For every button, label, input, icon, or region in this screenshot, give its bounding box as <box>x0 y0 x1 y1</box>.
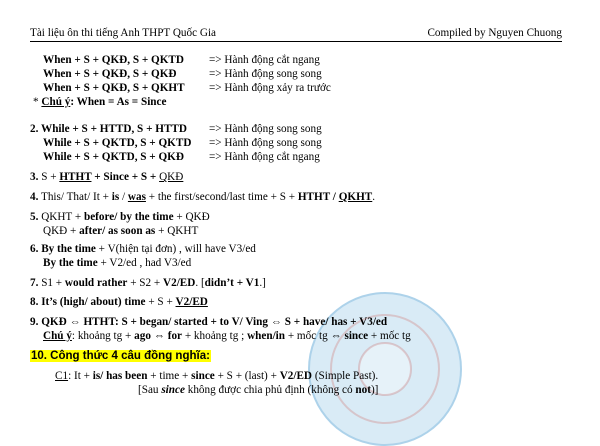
when-formula-3: When + S + QKĐ, S + QKHT <box>43 82 185 94</box>
item-9-note: Chú ý: khoảng tg + ago ⇔ for + khoảng tg ; when/in + mốc tg ⇔ since + mốc tg <box>43 330 411 342</box>
item-10-heading: 10. Công thức 4 câu đồng nghĩa: <box>31 350 210 362</box>
item-6-line-2: By the time + V2/ed , had V3/ed <box>43 257 192 269</box>
while-formula-2: While + S + QKTD, S + QKTD <box>43 137 192 149</box>
item-5-line-1: 5. QKHT + before/ by the time + QKĐ <box>30 211 210 223</box>
header-rule <box>30 41 562 42</box>
item-8: 8. It’s (high/ about) time + S + V2/ED <box>30 296 208 308</box>
item-5-line-2: QKĐ + after/ as soon as + QKHT <box>43 225 199 237</box>
when-note: * Chú ý: When = As = Since <box>33 96 167 108</box>
while-formula-3: While + S + QKTD, S + QKĐ <box>43 151 184 163</box>
item-6-line-1: 6. By the time + V(hiện tại đơn) , will have V3/ed <box>30 243 256 255</box>
c1-formula: C1: It + is/ has been + time + since + S + (last) + V2/ED (Simple Past). <box>55 370 379 382</box>
when-meaning-2: => Hành động song song <box>209 68 322 80</box>
item-3: 3. S + HTHT + Since + S + QKĐ <box>30 171 184 183</box>
when-meaning-1: => Hành động cắt ngang <box>209 54 320 66</box>
when-formula-2: When + S + QKĐ, S + QKĐ <box>43 68 177 80</box>
item-9-line-1: 9. QKĐ ⇔ HTHT: S + began/ started + to V/ Ving ⇔ S + have/ has + V3/ed <box>30 316 388 328</box>
header-author: Compiled by Nguyen Chuong <box>427 27 562 39</box>
page-header <box>30 27 562 41</box>
item-4: 4. This/ That/ It + is / was + the first/second/last time + S + HTHT / QKHT. <box>30 191 376 203</box>
while-formula-1: 2. While + S + HTTD, S + HTTD <box>30 123 187 135</box>
item-7: 7. S1 + would rather + S2 + V2/ED. [didn’t + V1.] <box>30 277 266 289</box>
while-meaning-1: => Hành động song song <box>209 123 322 135</box>
while-meaning-2: => Hành động song song <box>209 137 322 149</box>
header-title: Tài liệu ôn thi tiếng Anh THPT Quốc Gia <box>30 27 217 39</box>
while-meaning-3: => Hành động cắt ngang <box>209 151 320 163</box>
when-formula-1: When + S + QKĐ, S + QKTD <box>43 54 184 66</box>
when-meaning-3: => Hành động xảy ra trước <box>209 82 331 94</box>
note-label: Chú ý <box>41 96 71 108</box>
c1-note: [Sau since không được chia phủ định (không có not)] <box>138 384 379 396</box>
